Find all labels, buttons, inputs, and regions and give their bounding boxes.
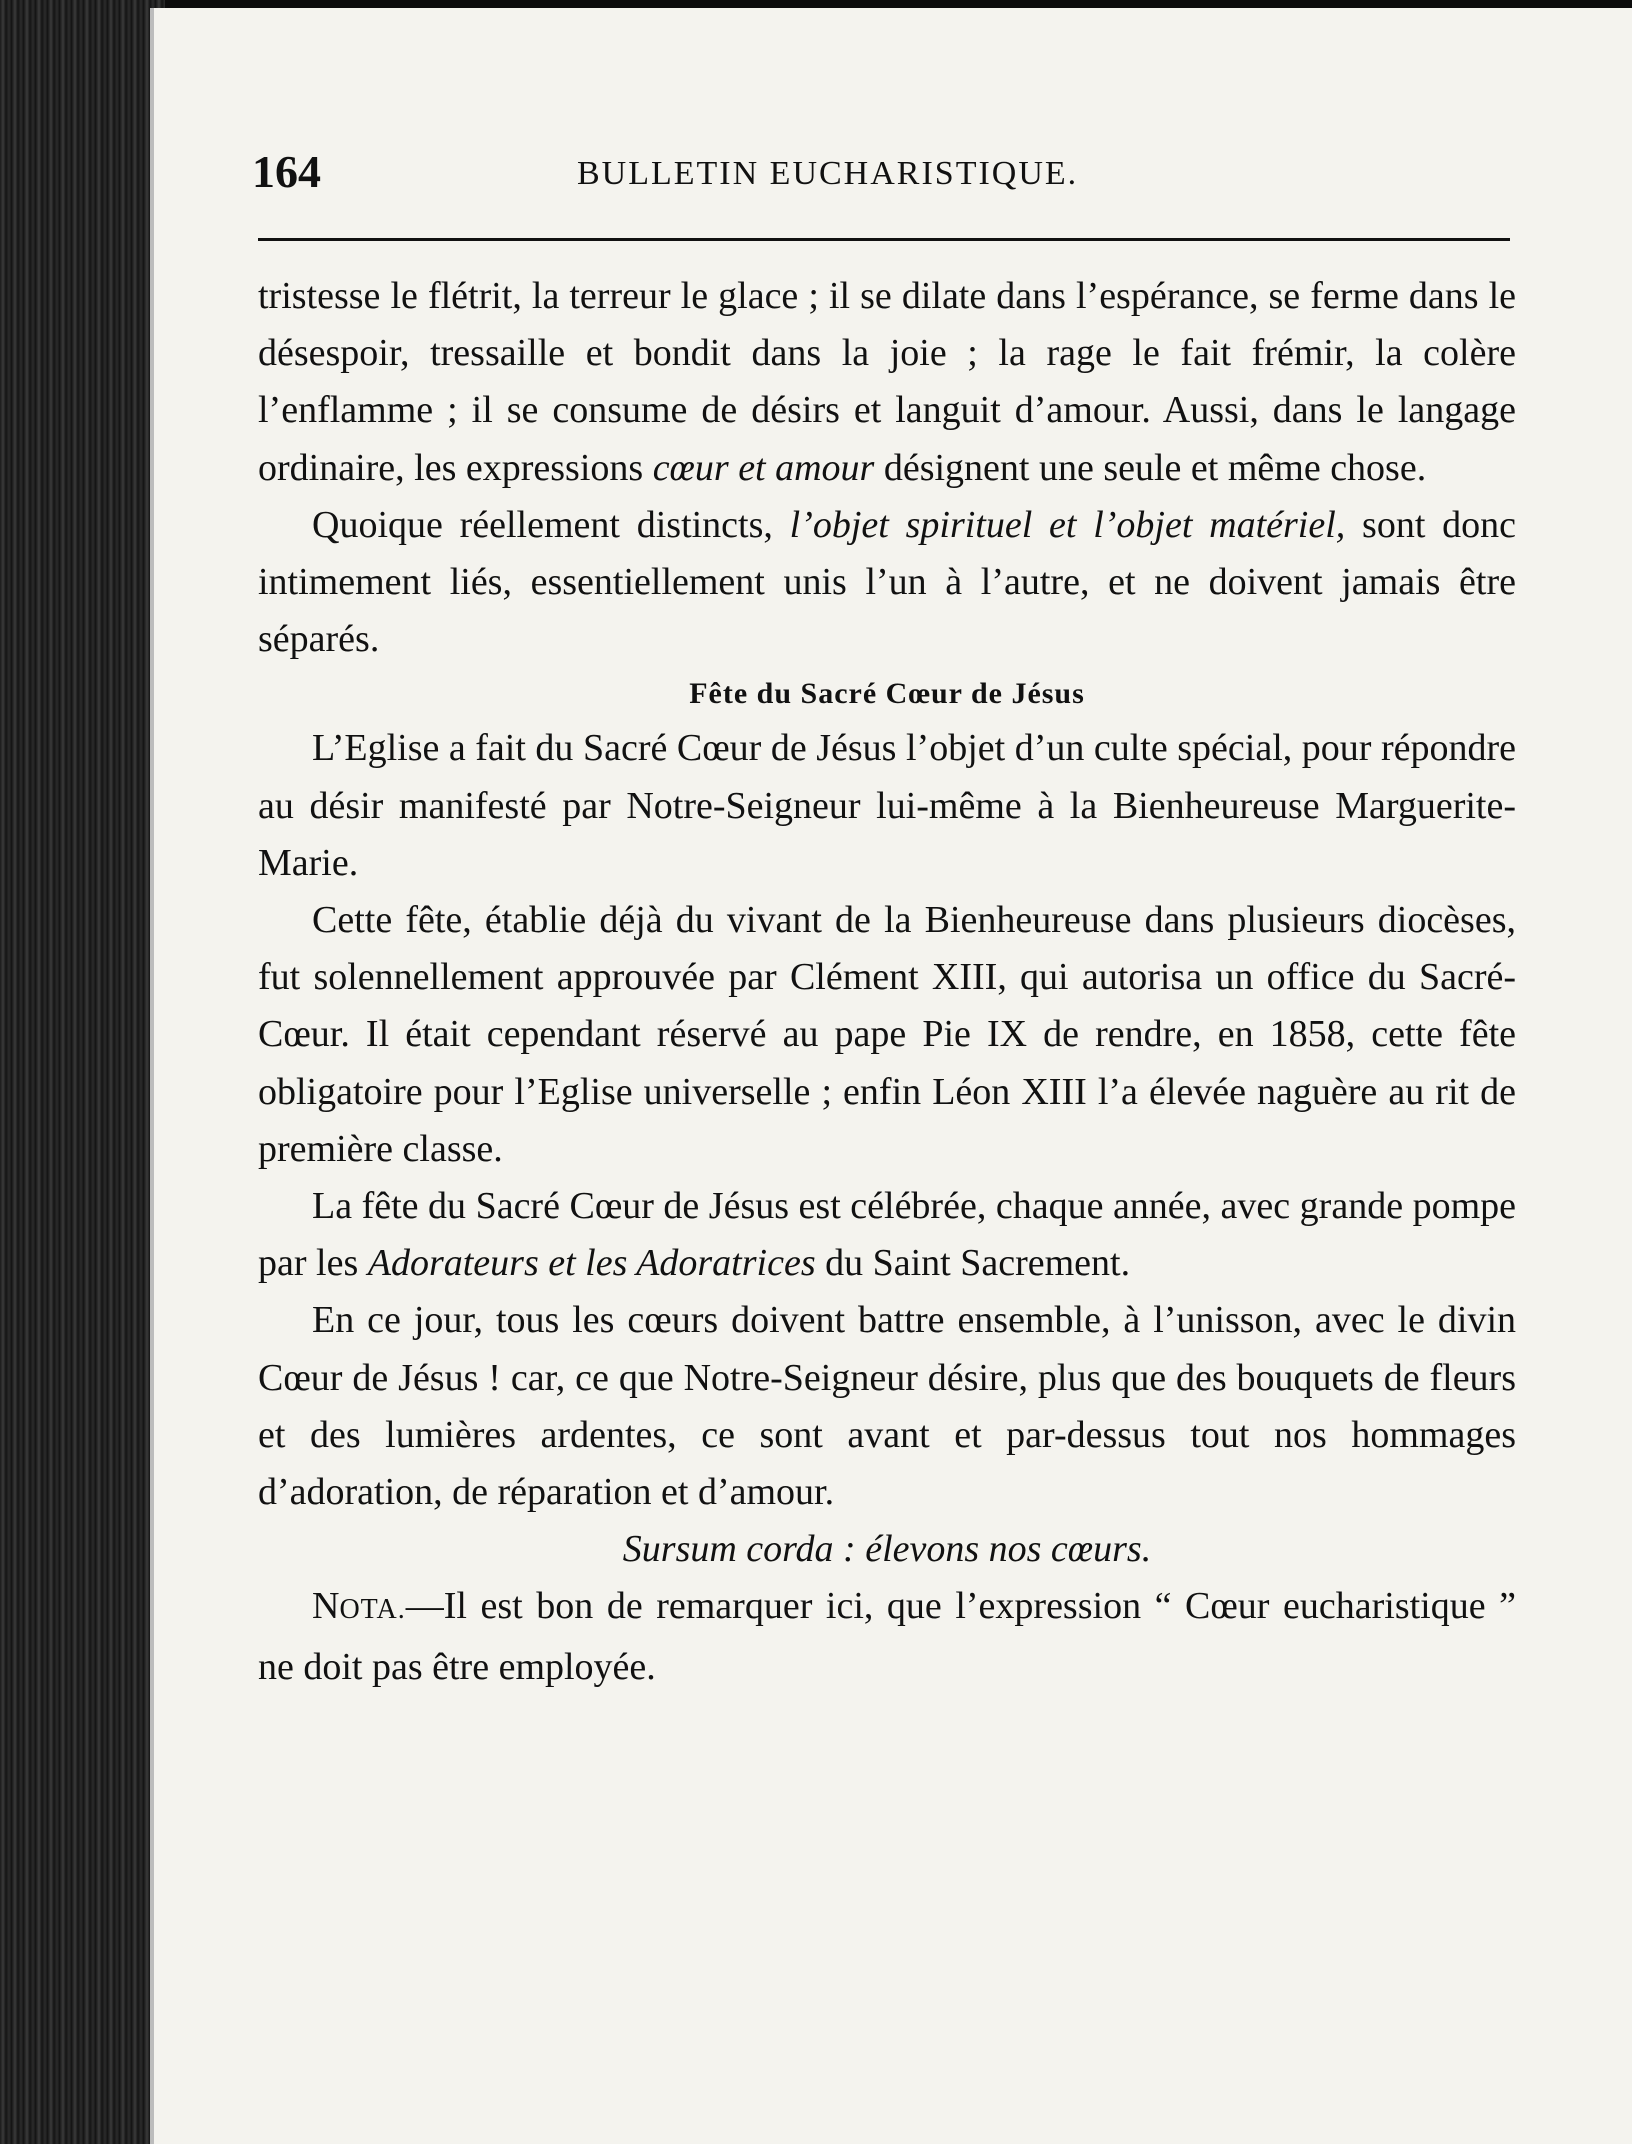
paragraph-6: En ce jour, tous les cœurs doivent battre ensemble, à l’unisson, avec le divin Cœur de Jésus ! car, ce que Notre-Seigneur désire, plus que des bouquets de fleurs et des lumières ardentes, ce sont avant et par-dessus tout nos hommages d’adoration, de réparation et d’amour. (258, 1299, 1516, 1514)
running-head (252, 145, 1512, 205)
paragraph-3: L’Eglise a fait du Sacré Cœur de Jésus l’objet d’un culte spécial, pour répondre au désir manifesté par Notre-Seigneur lui-même à la Bienheureuse Marguerite-Marie. (258, 727, 1516, 884)
nota-label-smallcaps: OTA. (339, 1594, 406, 1626)
text-block (258, 268, 1516, 1696)
paragraph-2-text: Quoique réellement distincts, (312, 503, 790, 546)
paragraph-5 (258, 1178, 1516, 1292)
header-rule (258, 238, 1510, 241)
paragraph-1-end: désignent une seule et même chose. (874, 446, 1427, 489)
paragraph-4: Cette fête, établie déjà du vivant de la Bienheureuse dans plusieurs diocèses, fut solennellement approuvée par Clément XIII, qui autorisa un office du Sacré-Cœur. Il était cependant réservé au pape Pie IX de rendre, en 1858, cette fête obligatoire pour l’Eglise universelle ; enfin Léon XIII l’a élevée naguère au rit de première classe. (258, 899, 1516, 1170)
page-number: 164 (252, 146, 321, 197)
paragraph-5-text: La fête du Sacré Cœur de Jésus est célébrée, chaque année, avec grande pompe par les (258, 1185, 1516, 1285)
paragraph-2-italic: l’objet spirituel et l’objet matériel, (789, 503, 1346, 546)
paragraph-5-italic: Adorateurs et les Adoratrices (367, 1242, 816, 1285)
running-title: BULLETIN EUCHARISTIQUE. (577, 155, 1079, 192)
nota-paragraph (258, 1578, 1516, 1695)
paragraph-1-italic: cœur et amour (652, 446, 875, 489)
paragraph-2 (258, 497, 1516, 669)
section-heading: Fête du Sacré Cœur de Jésus (689, 677, 1085, 711)
paragraph-5-end: du Saint Sacrement. (815, 1242, 1131, 1285)
book-page-edges (0, 0, 165, 2144)
paragraph-1 (258, 268, 1516, 497)
nota-label-initial: N (312, 1585, 340, 1628)
paragraph-2-end: sont donc intimement liés, essentiellement unis l’un à l’autre, et ne doivent jamais être séparés. (258, 503, 1517, 661)
nota-text: —Il est bon de remarquer ici, que l’expression “ Cœur eucharistique ” ne doit pas être employée. (258, 1585, 1516, 1688)
sursum-corda-line: Sursum corda : élevons nos cœurs. (622, 1528, 1152, 1571)
paragraph-1-text: tristesse le flétrit, la terreur le glace ; il se dilate dans l’espérance, se ferme dans le désespoir, tressaille et bondit dans la joie ; la rage le fait frémir, la colère l’enflamme ; il se consume de désirs et languit d’amour. Aussi, dans le langage ordinaire, les expressions (258, 275, 1516, 489)
